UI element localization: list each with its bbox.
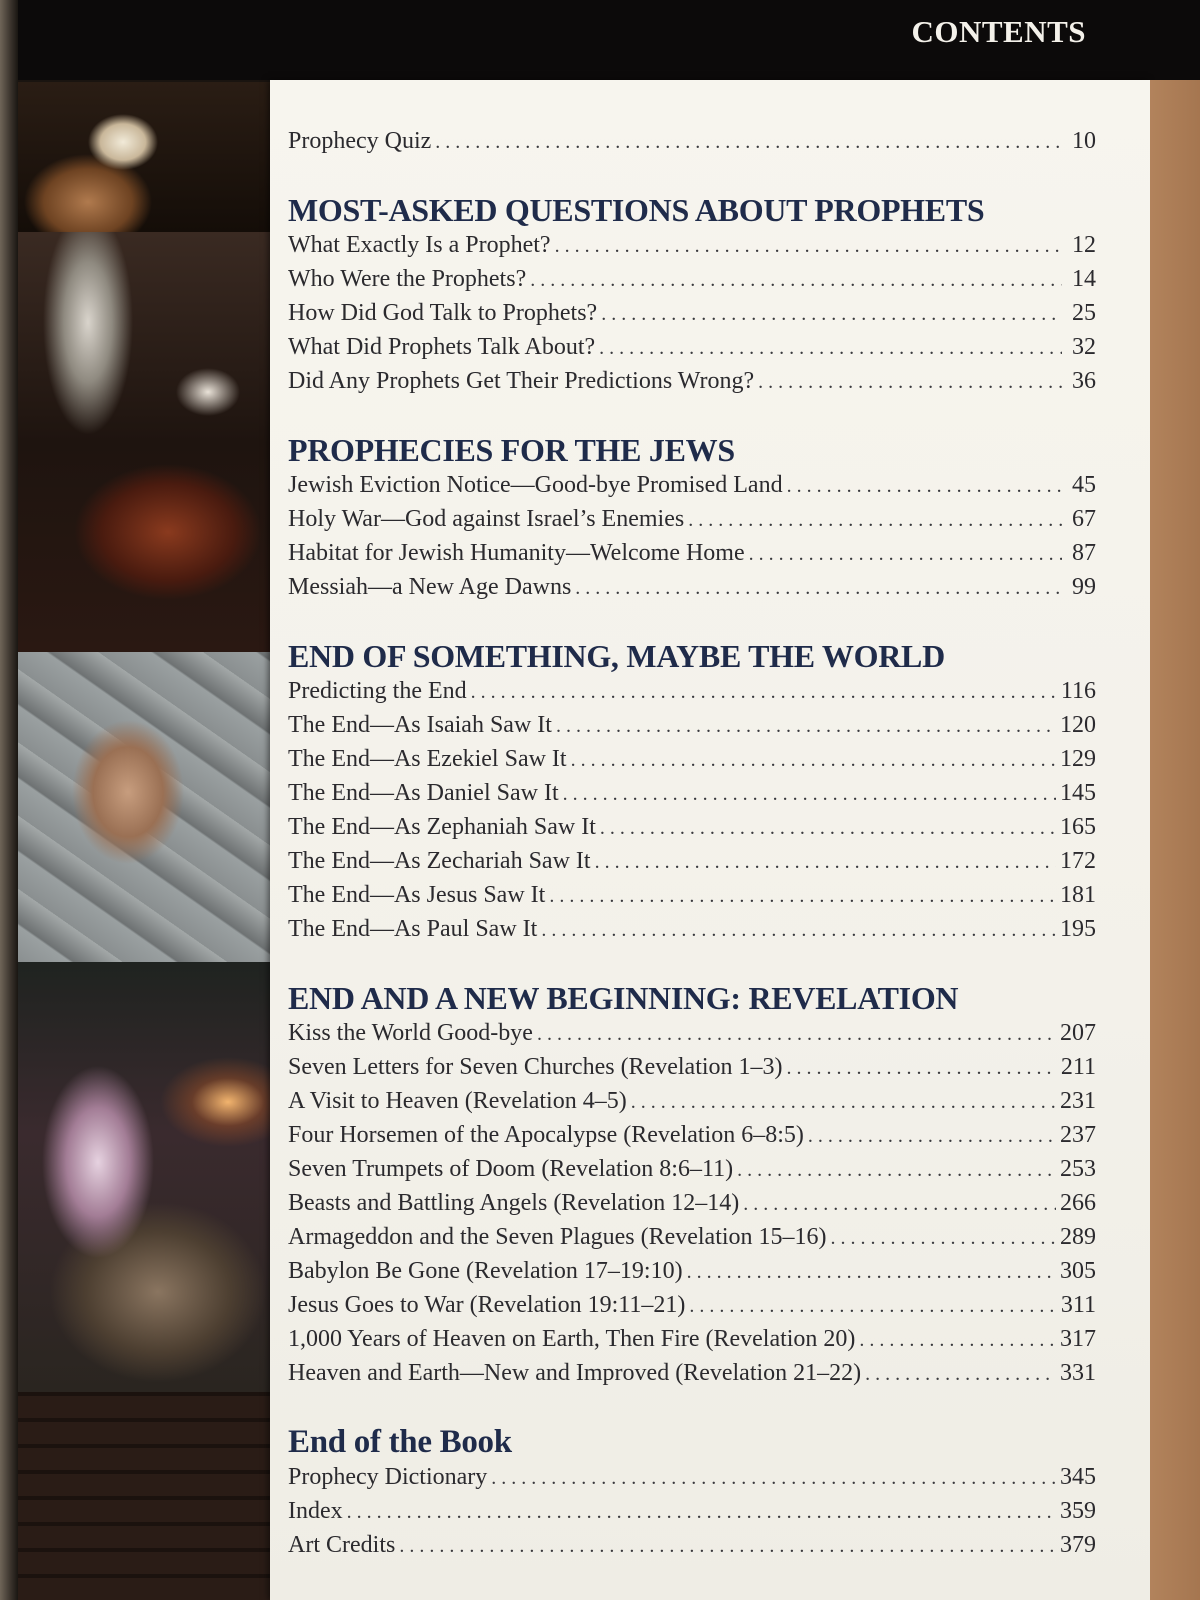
toc-entry-page: 145 — [1060, 780, 1096, 806]
toc-entry-page: 311 — [1060, 1292, 1096, 1318]
toc-entry-title: Jesus Goes to War (Revelation 19:11–21) — [288, 1292, 686, 1318]
toc-entry — [288, 1464, 1096, 1498]
toc-entry-title: Seven Letters for Seven Churches (Revelation 1–3) — [288, 1054, 783, 1080]
toc-entry-title: Babylon Be Gone (Revelation 17–19:10) — [288, 1258, 683, 1284]
table-surface — [1150, 80, 1200, 1600]
page-edge — [0, 0, 18, 1600]
dot-leader — [787, 1057, 1057, 1080]
section-gap — [288, 950, 1096, 976]
toc-entry — [288, 574, 1096, 608]
dot-leader — [491, 1467, 1056, 1490]
toc-entry-title: The End—As Jesus Saw It — [288, 882, 546, 908]
section-heading: END OF SOMETHING, MAYBE THE WORLD — [288, 638, 945, 674]
dot-leader — [571, 749, 1056, 772]
toc-entry-page: 195 — [1060, 916, 1096, 942]
toc-entry-title: What Did Prophets Talk About? — [288, 334, 596, 360]
toc-entry-page: 253 — [1060, 1156, 1096, 1182]
dot-leader — [743, 1193, 1056, 1216]
toc-entry-page: 36 — [1072, 368, 1096, 394]
toc-entry-title: The End—As Zephaniah Saw It — [288, 814, 596, 840]
dot-leader — [537, 1023, 1056, 1046]
toc-entry — [288, 1498, 1096, 1532]
toc-entry-page: 181 — [1060, 882, 1096, 908]
toc-entry-title: Prophecy Dictionary — [288, 1464, 488, 1490]
dot-leader — [530, 269, 1062, 292]
toc-entry-page: 231 — [1060, 1088, 1096, 1114]
art-panel-angel-ascending — [18, 962, 274, 1392]
dot-leader — [563, 783, 1056, 806]
toc-entry — [288, 472, 1096, 506]
toc-entry — [288, 1532, 1096, 1566]
toc-entry — [288, 1020, 1096, 1054]
toc-entry-title: The End—As Isaiah Saw It — [288, 712, 552, 738]
toc-entry-title: The End—As Paul Saw It — [288, 916, 538, 942]
dot-leader — [859, 1329, 1056, 1352]
toc-entry — [288, 916, 1096, 950]
toc-entry-title: Armageddon and the Seven Plagues (Revelation 15–16) — [288, 1224, 827, 1250]
section-heading: PROPHECIES FOR THE JEWS — [288, 432, 735, 468]
toc-entry-page: 359 — [1060, 1498, 1096, 1524]
toc-entry — [288, 1224, 1096, 1258]
toc-entry-page: 32 — [1072, 334, 1096, 360]
dot-leader — [471, 681, 1057, 704]
dot-leader — [347, 1501, 1056, 1524]
toc-entry-page: 317 — [1060, 1326, 1096, 1352]
toc-entry-title: How Did God Talk to Prophets? — [288, 300, 598, 326]
toc-entry-page: 289 — [1060, 1224, 1096, 1250]
toc-entry-title: What Exactly Is a Prophet? — [288, 232, 551, 258]
toc-entry-title: Four Horsemen of the Apocalypse (Revelation 6–8:5) — [288, 1122, 804, 1148]
toc-entry-page: 345 — [1060, 1464, 1096, 1490]
running-head: CONTENTS — [911, 14, 1086, 49]
section-heading: End of the Book — [288, 1424, 512, 1460]
toc-entry-page: 266 — [1060, 1190, 1096, 1216]
dot-leader — [575, 577, 1062, 600]
toc-entry-page: 165 — [1060, 814, 1096, 840]
toc-entry-title: Prophecy Quiz — [288, 128, 432, 154]
toc-entry — [288, 1292, 1096, 1326]
toc-entry — [288, 368, 1096, 402]
dot-leader — [600, 817, 1056, 840]
art-panel-prophet-portrait — [18, 82, 274, 232]
toc-entry — [288, 678, 1096, 712]
dot-leader — [631, 1091, 1056, 1114]
art-panel-bottom — [18, 1392, 274, 1600]
dot-leader — [758, 371, 1062, 394]
section-heading: END AND A NEW BEGINNING: REVELATION — [288, 980, 959, 1016]
toc-entry — [288, 1054, 1096, 1088]
toc-entry — [288, 266, 1096, 300]
toc-entry-page: 207 — [1060, 1020, 1096, 1046]
art-panel-cracked-earth — [18, 652, 274, 962]
toc-entry-title: Predicting the End — [288, 678, 467, 704]
dot-leader — [556, 715, 1056, 738]
toc-entry-title: Beasts and Battling Angels (Revelation 12–14) — [288, 1190, 740, 1216]
toc-entry-page: 305 — [1060, 1258, 1096, 1284]
toc-entry-title: Kiss the World Good-bye — [288, 1020, 533, 1046]
section-gap — [288, 608, 1096, 634]
toc-entry-page: 25 — [1072, 300, 1096, 326]
toc-entry-title: Did Any Prophets Get Their Predictions Wrong? — [288, 368, 755, 394]
toc-entry — [288, 848, 1096, 882]
toc-entry-title: Holy War—God against Israel’s Enemies — [288, 506, 685, 532]
dot-leader — [541, 919, 1056, 942]
toc-entry — [288, 540, 1096, 574]
toc-entry-title: Heaven and Earth—New and Improved (Revelation 21–22) — [288, 1360, 862, 1386]
dot-leader — [808, 1125, 1056, 1148]
toc-entry — [288, 882, 1096, 916]
toc-entry-page: 116 — [1060, 678, 1096, 704]
toc-entry-title: Messiah—a New Age Dawns — [288, 574, 572, 600]
toc-entry — [288, 1258, 1096, 1292]
toc-entry — [288, 1088, 1096, 1122]
dot-leader — [865, 1363, 1056, 1386]
toc-entry — [288, 1122, 1096, 1156]
toc-entry — [288, 1156, 1096, 1190]
dot-leader — [787, 475, 1062, 498]
toc-entry — [288, 300, 1096, 334]
section-gap — [288, 162, 1096, 188]
toc-entry-title: A Visit to Heaven (Revelation 4–5) — [288, 1088, 627, 1114]
toc-entry-page: 14 — [1072, 266, 1096, 292]
dot-leader — [687, 1261, 1056, 1284]
dot-leader — [595, 851, 1056, 874]
dot-leader — [599, 337, 1062, 360]
toc-entry-title: The End—As Zechariah Saw It — [288, 848, 591, 874]
dot-leader — [435, 131, 1062, 154]
toc-entry-title: Index — [288, 1498, 343, 1524]
dot-leader — [555, 235, 1062, 258]
dot-leader — [737, 1159, 1056, 1182]
art-panel-cave-scene — [18, 232, 274, 652]
toc-entry-title: Jewish Eviction Notice—Good-bye Promised Land — [288, 472, 783, 498]
toc-entry — [288, 1360, 1096, 1394]
toc-entry-title: 1,000 Years of Heaven on Earth, Then Fire (Revelation 20) — [288, 1326, 856, 1352]
toc-entry-page: 45 — [1072, 472, 1096, 498]
toc-entry-title: Art Credits — [288, 1532, 396, 1558]
toc-entry — [288, 232, 1096, 266]
table-of-contents — [288, 128, 1096, 1566]
toc-entry — [288, 334, 1096, 368]
dot-leader — [549, 885, 1056, 908]
toc-entry-page: 12 — [1072, 232, 1096, 258]
toc-entry-page: 87 — [1072, 540, 1096, 566]
toc-entry — [288, 780, 1096, 814]
toc-entry — [288, 1190, 1096, 1224]
toc-entry — [288, 128, 1096, 162]
toc-entry — [288, 712, 1096, 746]
toc-entry — [288, 814, 1096, 848]
toc-sections — [288, 162, 1096, 1566]
toc-entry-page: 67 — [1072, 506, 1096, 532]
toc-entry-title: The End—As Daniel Saw It — [288, 780, 559, 806]
toc-entry-title: Habitat for Jewish Humanity—Welcome Home — [288, 540, 745, 566]
toc-entry-page: 172 — [1060, 848, 1096, 874]
toc-entry-page: 129 — [1060, 746, 1096, 772]
toc-entry — [288, 746, 1096, 780]
toc-entry-page: 331 — [1060, 1360, 1096, 1386]
section-gap — [288, 1394, 1096, 1420]
toc-entry-title: Seven Trumpets of Doom (Revelation 8:6–11) — [288, 1156, 734, 1182]
dot-leader — [399, 1535, 1056, 1558]
dot-leader — [689, 1295, 1057, 1318]
toc-entry-page: 99 — [1072, 574, 1096, 600]
section-gap — [288, 402, 1096, 428]
toc-entry-page: 379 — [1060, 1532, 1096, 1558]
dot-leader — [749, 543, 1062, 566]
toc-entry-page: 211 — [1060, 1054, 1096, 1080]
toc-entry — [288, 506, 1096, 540]
dot-leader — [688, 509, 1062, 532]
dot-leader — [601, 303, 1062, 326]
toc-entry — [288, 1326, 1096, 1360]
toc-entry-page: 237 — [1060, 1122, 1096, 1148]
toc-entry-title: Who Were the Prophets? — [288, 266, 527, 292]
toc-entry-page: 10 — [1072, 128, 1096, 154]
dot-leader — [831, 1227, 1056, 1250]
toc-entry-page: 120 — [1060, 712, 1096, 738]
section-heading: MOST-ASKED QUESTIONS ABOUT PROPHETS — [288, 192, 985, 228]
toc-entry-title: The End—As Ezekiel Saw It — [288, 746, 567, 772]
